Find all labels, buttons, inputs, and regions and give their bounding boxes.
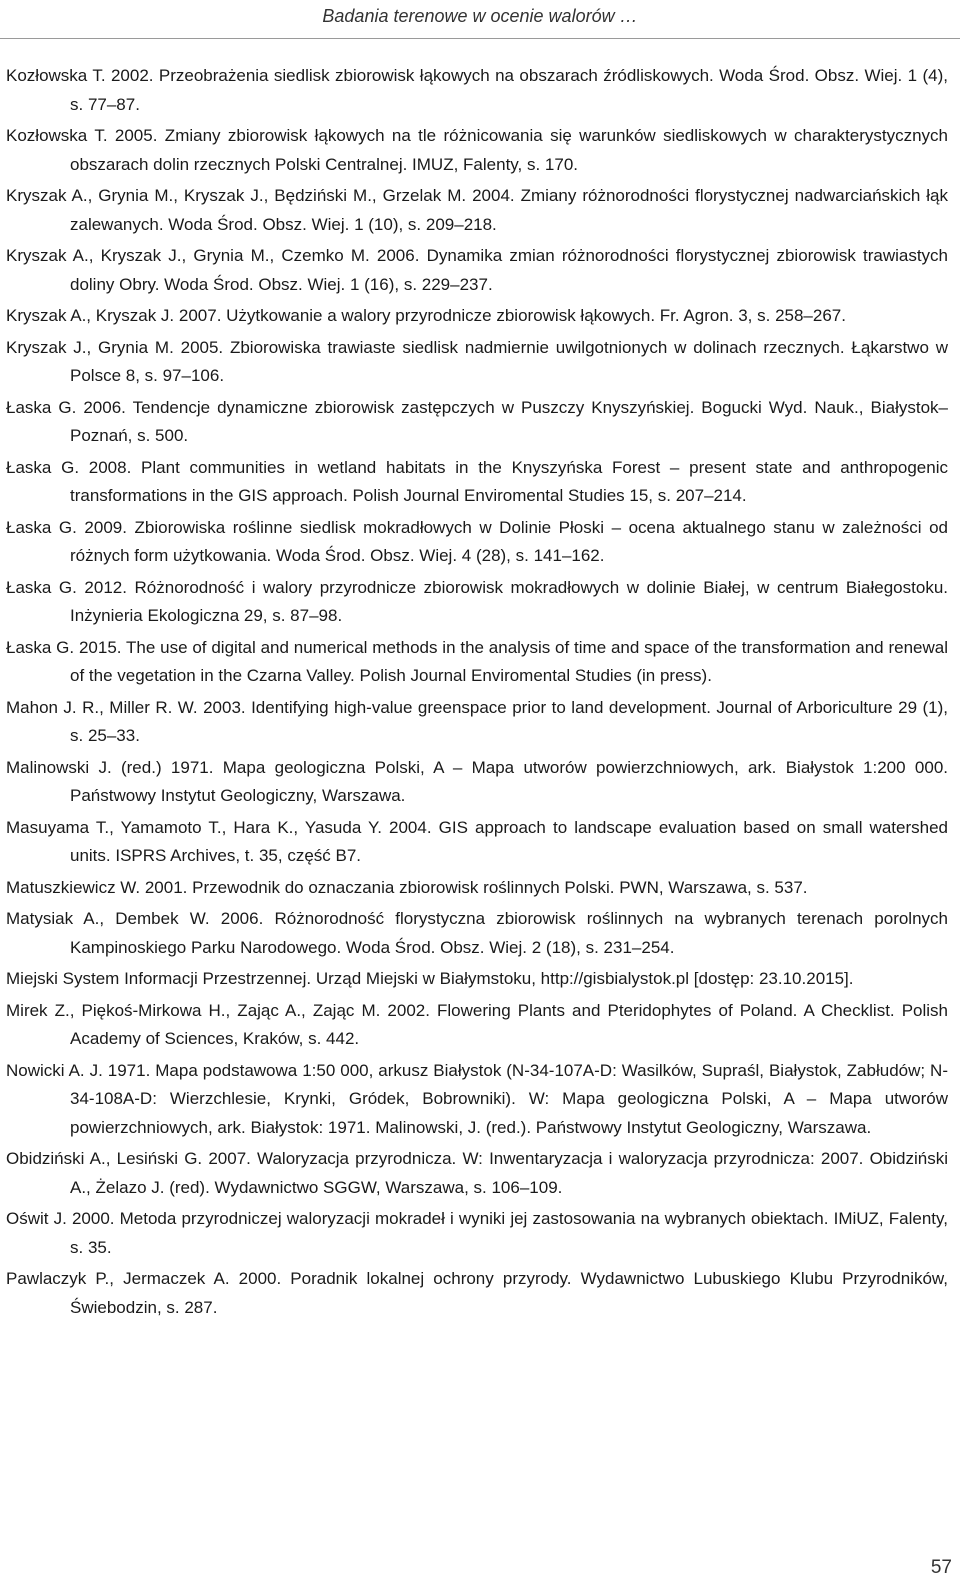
reference-item: Oświt J. 2000. Metoda przyrodniczej waloryzacji mokradeł i wyniki jej zastosowania na wybranych obiektach. IMiUZ, Falenty, s. 35. [6,1209,948,1257]
reference-item: Mirek Z., Piękoś-Mirkowa H., Zając A., Zając M. 2002. Flowering Plants and Pteridophytes of Poland. A Checklist. Polish Academy of Sciences, Kraków, s. 442. [6,1000,948,1048]
reference-item: Kryszak A., Grynia M., Kryszak J., Będziński M., Grzelak M. 2004. Zmiany różnorodności florystycznej nadwarciańskich łąk zalewanych. Woda Środ. Obsz. Wiej. 1 (10), s. 209–218. [6,186,948,234]
reference-item: Kryszak A., Kryszak J., Grynia M., Czemko M. 2006. Dynamika zmian różnorodności florystycznej zbiorowisk trawiastych doliny Obry. Woda Środ. Obsz. Wiej. 1 (16), s. 229–237. [6,246,948,294]
reference-item: Łaska G. 2012. Różnorodność i walory przyrodnicze zbiorowisk mokradłowych w dolinie Białej, w centrum Białegostoku. Inżynieria Ekologiczna 29, s. 87–98. [6,577,948,625]
header-divider [0,38,960,39]
reference-item: Matysiak A., Dembek W. 2006. Różnorodność florystyczna zbiorowisk roślinnych na wybranych terenach porolnych Kampinoskiego Parku Narodowego. Woda Środ. Obsz. Wiej. 2 (18), s. 231–254. [6,909,948,957]
reference-item: Łaska G. 2015. The use of digital and numerical methods in the analysis of time and space of the transformation and renewal of the vegetation in the Czarna Valley. Polish Journal Enviromental Studies (in press). [6,637,948,685]
page-number: 57 [930,1557,952,1578]
running-header: Badania terenowe w ocenie walorów … [322,6,638,26]
reference-item: Nowicki A. J. 1971. Mapa podstawowa 1:50 000, arkusz Białystok (N-34-107A-D: Wasilków, Supraśl, Białystok, Zabłudów; N-34-108A-D: Wierzchlesie, Krynki, Gródek, Bobrowniki). W: Mapa geologiczna Polski, A – Mapa utworów powierzchniowych, ark. Białystok: 1971. Malinowski, J. (red.). Państwowy Instytut Geologiczny, Warszawa. [6,1060,948,1137]
reference-item: Kozłowska T. 2005. Zmiany zbiorowisk łąkowych na tle różnicowania się warunków siedliskowych w charakterystycznych obszarach dolin rzecznych Polski Centralnej. IMUZ, Falenty, s. 170. [6,126,948,174]
reference-item: Malinowski J. (red.) 1971. Mapa geologiczna Polski, A – Mapa utworów powierzchniowych, ark. Białystok 1:200 000. Państwowy Instytut Geologiczny, Warszawa. [6,757,948,805]
reference-item: Kryszak J., Grynia M. 2005. Zbiorowiska trawiaste siedlisk nadmiernie uwilgotnionych w dolinach rzecznych. Łąkarstwo w Polsce 8, s. 97–106. [6,337,948,385]
reference-item: Miejski System Informacji Przestrzennej. Urząd Miejski w Białymstoku, http://gisbialystok.pl [dostęp: 23.10.2015]. [6,969,854,988]
reference-item: Obidziński A., Lesiński G. 2007. Waloryzacja przyrodnicza. W: Inwentaryzacja i waloryzacja przyrodnicza: 2007. Obidziński A., Żelazo J. (red). Wydawnictwo SGGW, Warszawa, s. 106–109. [6,1149,948,1197]
reference-item: Kozłowska T. 2002. Przeobrażenia siedlisk zbiorowisk łąkowych na obszarach źródliskowych. Woda Środ. Obsz. Wiej. 1 (4), s. 77–87. [6,66,948,114]
reference-item: Pawlaczyk P., Jermaczek A. 2000. Poradnik lokalnej ochrony przyrody. Wydawnictwo Lubuskiego Klubu Przyrodników, Świebodzin, s. 287. [6,1269,948,1317]
reference-item: Kryszak A., Kryszak J. 2007. Użytkowanie a walory przyrodnicze zbiorowisk łąkowych. Fr. Agron. 3, s. 258–267. [6,306,846,325]
reference-item: Masuyama T., Yamamoto T., Hara K., Yasuda Y. 2004. GIS approach to landscape evaluation based on small watershed units. ISPRS Archives, t. 35, część B7. [6,817,948,865]
reference-item: Łaska G. 2006. Tendencje dynamiczne zbiorowisk zastępczych w Puszczy Knyszyńskiej. Bogucki Wyd. Nauk., Białystok–Poznań, s. 500. [6,397,948,445]
reference-item: Mahon J. R., Miller R. W. 2003. Identifying high-value greenspace prior to land development. Journal of Arboriculture 29 (1), s. 25–33. [6,697,948,745]
reference-item: Matuszkiewicz W. 2001. Przewodnik do oznaczania zbiorowisk roślinnych Polski. PWN, Warszawa, s. 537. [6,877,808,897]
reference-list [6,62,948,1325]
reference-item: Łaska G. 2008. Plant communities in wetland habitats in the Knyszyńska Forest – present state and anthropogenic transformations in the GIS approach. Polish Journal Enviromental Studies 15, s. 207–214. [6,457,948,505]
reference-item: Łaska G. 2009. Zbiorowiska roślinne siedlisk mokradłowych w Dolinie Płoski – ocena aktualnego stanu w zależności od różnych form użytkowania. Woda Środ. Obsz. Wiej. 4 (28), s. 141–162. [6,517,948,565]
